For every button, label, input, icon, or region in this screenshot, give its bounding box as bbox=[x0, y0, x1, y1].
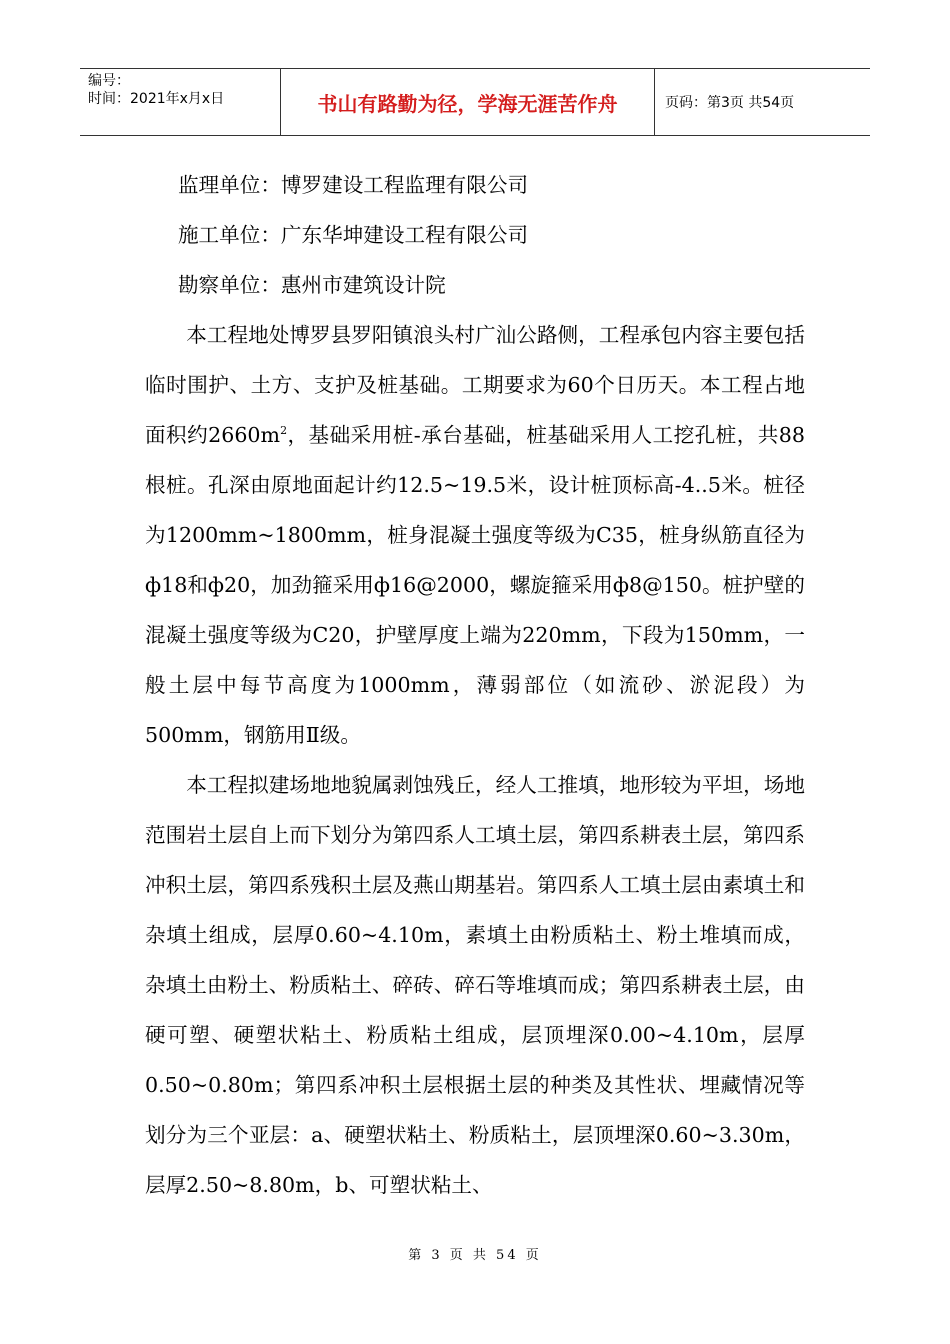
org-supervisor: 监理单位：博罗建设工程监理有限公司 bbox=[177, 173, 529, 197]
page-header bbox=[80, 68, 870, 136]
header-number-label: 编号： bbox=[88, 73, 130, 89]
header-time-label: 时间：2021年x月x日 bbox=[88, 91, 225, 107]
paragraph-text: ，基础采用桩-承台基础，桩基础采用人工挖孔桩，共88根桩。孔深由原地面起计约12.5~19.5米，设计桩顶标高-4..5米。桩径为1200mm~1800mm，桩身混凝土强度等级为C35，桩身纵筋直径为ф18和ф20，加劲箍采用ф16@2000，螺旋箍采用ф8@150。桩护壁的混凝土强度等级为C20，护壁厚度上端为220mm，下段为150mm，一般土层中每节高度为1000mm，薄弱部位（如流砂、淤泥段）为500mm，钢筋用Ⅱ级。 bbox=[145, 423, 805, 747]
document-body bbox=[145, 160, 805, 1210]
paragraph-project-overview bbox=[145, 310, 805, 760]
header-motto: 书山有路勤为径，学海无涯苦作舟 bbox=[281, 69, 655, 135]
org-contractor: 施工单位：广东华坤建设工程有限公司 bbox=[177, 223, 529, 247]
paragraph-text: 本工程地处博罗县罗阳镇浪头村广汕公路侧，工程承包内容主要包括临时围护、土方、支护及桩基础。工期要求为60个日历天。本工程占地面积约2660m bbox=[145, 323, 805, 447]
superscript: 2 bbox=[280, 424, 288, 438]
header-meta bbox=[80, 69, 281, 135]
org-survey: 勘察单位：惠州市建筑设计院 bbox=[177, 273, 446, 297]
header-page-info: 页码：第3页 共54页 bbox=[665, 95, 795, 111]
paragraph-site-geology: 本工程拟建场地地貌属剥蚀残丘，经人工推填，地形较为平坦，场地范围岩土层自上而下划分为第四系人工填土层，第四系耕表土层，第四系冲积土层，第四系残积土层及燕山期基岩。第四系人工填土层由素填土和杂填土组成，层厚0.60~4.10m，素填土由粉质粘土、粉土堆填而成，杂填土由粉土、粉质粘土、碎砖、碎石等堆填而成；第四系耕表土层，由硬可塑、硬塑状粘土、粉质粘土组成，层顶埋深0.00~4.10m，层厚0.50~0.80m；第四系冲积土层根据土层的种类及其性状、埋藏情况等划分为三个亚层：a、硬塑状粘土、粉质粘土，层顶埋深0.60~3.30m，层厚2.50~8.80m，b、可塑状粘土、 bbox=[145, 773, 805, 1197]
page-footer: 第 3 页 共 54 页 bbox=[408, 1248, 542, 1263]
